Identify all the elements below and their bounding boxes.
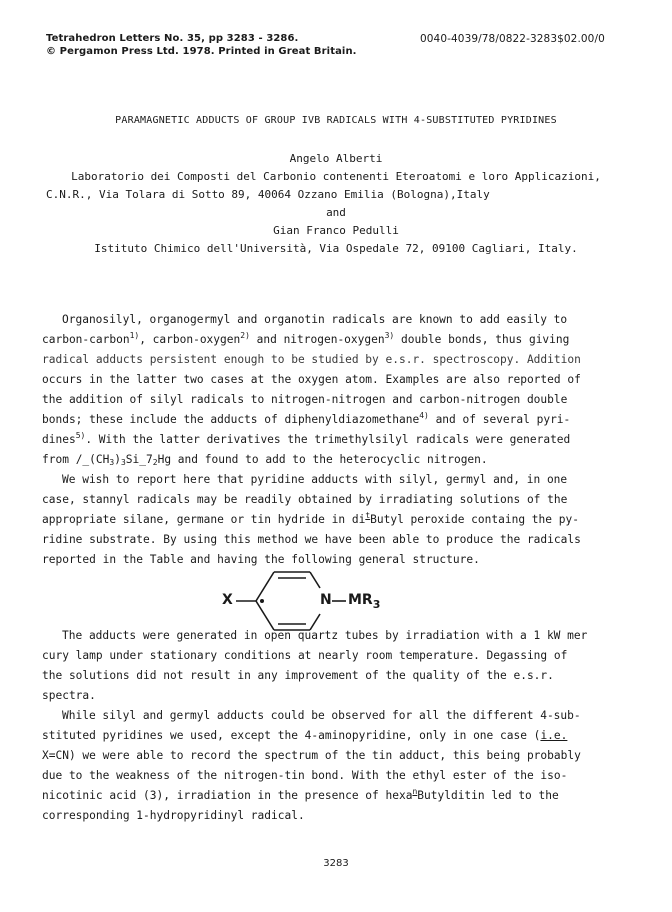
p3-line-4: spectra. <box>42 689 96 702</box>
p1-line-7 <box>42 430 570 450</box>
p4-line-1: While silyl and germyl adducts could be observed for all the different 4-sub- <box>62 709 581 722</box>
affiliation-1-line-2: C.N.R., Via Tolara di Sotto 89, 40064 Ozzano Emilia (Bologna),Italy <box>46 188 490 201</box>
p1-line-2 <box>42 330 569 350</box>
subscript: 3 <box>109 458 115 467</box>
p4-line-3: X=CN) we were able to record the spectrum of the tin adduct, this being probably <box>42 749 581 762</box>
bracket-close: _7 <box>139 453 153 466</box>
subscript: 3 <box>120 458 126 467</box>
p3-line-1: The adducts were generated in open quartz tubes by irradiation with a 1 kW mer <box>62 629 588 642</box>
p4-line-4: due to the weakness of the nitrogen-tin bond. With the ethyl ester of the iso- <box>42 769 568 782</box>
text: Hg and found to add to the heterocyclic nitrogen. <box>157 453 488 466</box>
text: dines <box>42 433 76 446</box>
text: and nitrogen-oxygen <box>249 333 385 346</box>
subscript: 3 <box>372 598 381 611</box>
author-1: Angelo Alberti <box>289 152 383 165</box>
text: appropriate silane, germane or tin hydride in di <box>42 513 366 526</box>
p2-line-2: case, stannyl radicals may be readily obtained by irradiating solutions of the <box>42 493 568 506</box>
reference-2: 2) <box>240 331 250 340</box>
reference-4: 4) <box>419 411 429 420</box>
text: MR <box>348 592 373 608</box>
page-number: 3283 <box>323 858 349 869</box>
superscript: t <box>365 511 371 520</box>
metal-group <box>348 592 381 611</box>
text: (CH <box>89 453 110 466</box>
p4-line-6: corresponding 1-hydropyridinyl radical. <box>42 809 305 822</box>
subscript: 2 <box>152 458 158 467</box>
p1-line-6 <box>42 410 570 430</box>
text: nicotinic acid (3), irradiation in the presence of hexa <box>42 789 413 802</box>
p1-line-8 <box>42 450 488 470</box>
text: double bonds, thus giving <box>394 333 570 346</box>
text: stituted pyridines we used, except the 4-aminopyridine, only in one case ( <box>42 729 541 742</box>
reference-5: 5) <box>75 431 86 440</box>
journal-citation: Tetrahedron Letters No. 35, pp 3283 - 3286. <box>46 33 299 44</box>
p1-line-1: Organosilyl, organogermyl and organotin radicals are known to add easily to <box>62 313 568 326</box>
affiliation-1-line-1: Laboratorio dei Composti del Carbonio contenenti Eteroatomi e loro Applicazioni, <box>71 170 601 183</box>
nitrogen-atom: N <box>320 592 332 608</box>
text: Si <box>125 453 140 466</box>
p1-line-3: radical adducts persistent enough to be studied by e.s.r. spectroscopy. Addition <box>42 353 581 366</box>
substituent-x: X <box>222 592 233 608</box>
bracket-open: /̲ <box>75 453 90 466</box>
and-separator: and <box>326 206 346 219</box>
p2-line-3 <box>42 510 579 530</box>
text: from <box>42 453 76 466</box>
p1-line-4: occurs in the latter two cases at the oxygen atom. Examples are also reported of <box>42 373 581 386</box>
p1-line-5: the addition of silyl radicals to nitrogen-nitrogen and carbon-nitrogen double <box>42 393 568 406</box>
superscript: n <box>412 787 418 796</box>
p4-line-2 <box>42 726 567 746</box>
text: carbon-carbon <box>42 333 130 346</box>
p3-line-3: the solutions did not result in any improvement of the quality of the e.s.r. <box>42 669 554 682</box>
article-title: PARAMAGNETIC ADDUCTS OF GROUP IVB RADICALS WITH 4-SUBSTITUTED PYRIDINES <box>115 115 557 126</box>
p2-line-5: reported in the Table and having the following general structure. <box>42 553 480 566</box>
text: and of several pyri- <box>428 413 571 426</box>
text: bonds; these include the adducts of diphenyldiazomethane <box>42 413 420 426</box>
reference-1: 1) <box>129 331 140 340</box>
article-code: 0040-4039/78/0822-3283$02.00/0 <box>420 33 605 45</box>
text: , carbon-oxygen <box>139 333 241 346</box>
text: ) <box>114 453 121 466</box>
p2-line-1: We wish to report here that pyridine adducts with silyl, germyl and, in one <box>62 473 568 486</box>
p3-line-2: cury lamp under stationary conditions at nearly room temperature. Degassing of <box>42 649 568 662</box>
text: . With the latter derivatives the trimethylsilyl radicals were generated <box>85 433 571 446</box>
p4-line-5 <box>42 786 559 806</box>
reference-3: 3) <box>384 331 395 340</box>
author-2: Gian Franco Pedulli <box>273 224 399 237</box>
ie-abbreviation: i.e. <box>540 729 568 742</box>
publisher-line: © Pergamon Press Ltd. 1978. Printed in Great Britain. <box>46 46 357 57</box>
affiliation-2: Istituto Chimico dell'Università, Via Ospedale 72, 09100 Cagliari, Italy. <box>94 242 578 255</box>
p2-line-4: ridine substrate. By using this method we have been able to produce the radicals <box>42 533 581 546</box>
text: Butylditin led to the <box>417 789 559 802</box>
text: Butyl peroxide containg the py- <box>370 513 579 526</box>
